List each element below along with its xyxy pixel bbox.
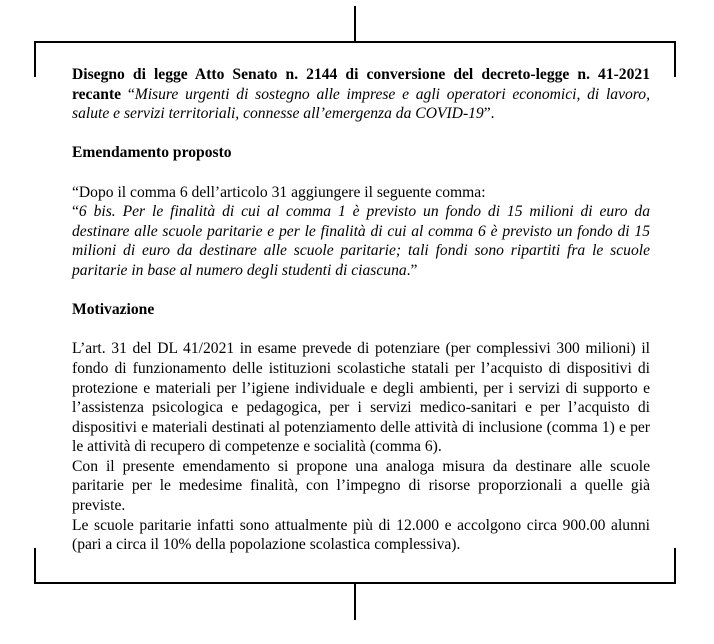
frame-top-right-tick	[674, 41, 676, 77]
title-quote-close: ”.	[483, 105, 495, 123]
frame-bottom-center-tick	[354, 584, 356, 620]
motivation-paragraph: L’art. 31 del DL 41/2021 in esame prevede di potenziare (per complessivi 300 milioni) il fondo di funzionamento delle istituzioni scolastiche statali per l’acquisto di dispositivi di protezione e materiali per l’igiene individuale e degli ambienti, per i servizi di supporto e l’assistenza psicologica e pedagogica, per i servizi medico-sanitari e per l’acquisto di dispositivi e materiali destinati al potenziamento delle attività di inclusione (comma 1) e per le attività di recupero di competenze e socialità (comma 6).	[72, 340, 650, 456]
amendment-intro: “Dopo il comma 6 dell’articolo 31 aggiungere il seguente comma:	[72, 183, 486, 201]
amendment-heading: Emendamento proposto	[72, 144, 232, 162]
motivation-paragraph: Con il presente emendamento si propone una analoga misura da destinare alle scuole paritarie per le medesime finalità, con l’impegno di risorse proporzionali a quelle già previste.	[72, 457, 650, 515]
amendment-quote-open: “	[72, 203, 79, 221]
frame-bottom-left-tick	[34, 548, 36, 584]
document-title	[72, 65, 650, 124]
amendment-quote-close: .”	[406, 261, 418, 279]
frame-bottom-right-tick	[674, 548, 676, 584]
amendment-italic-text: 6 bis. Per le finalità di cui al comma 1 è previsto un fondo di 15 milioni di euro da destinare alle scuole paritarie e per le finalità di cui al comma 6 è previsto un fondo di 15 milioni di euro da destinare alle scuole paritarie; tali fondi sono ripartiti fra le scuole paritarie in base al numero degli studenti di ciascuna	[72, 203, 650, 279]
amendment-text	[72, 202, 650, 280]
frame-top-left-tick	[34, 41, 36, 77]
frame-top-rule	[34, 41, 676, 43]
title-bold: Disegno di legge Atto Senato n. 2144 di conversione del decreto-legge n. 41-2021 recante	[72, 66, 650, 103]
motivation-paragraph: Le scuole paritarie infatti sono attualmente più di 12.000 e accolgono circa 900.00 alunni (pari a circa il 10% della popolazione scolastica complessiva).	[72, 516, 650, 554]
motivation-heading: Motivazione	[72, 301, 155, 319]
frame-top-center-tick	[354, 6, 356, 42]
title-quote-open: “	[127, 85, 135, 103]
title-italic: Misure urgenti di sostegno alle imprese e agli operatori economici, di lavoro, salute e servizi territoriali, connesse all’emergenza da COVID-19	[72, 85, 650, 123]
document-body	[72, 65, 650, 555]
